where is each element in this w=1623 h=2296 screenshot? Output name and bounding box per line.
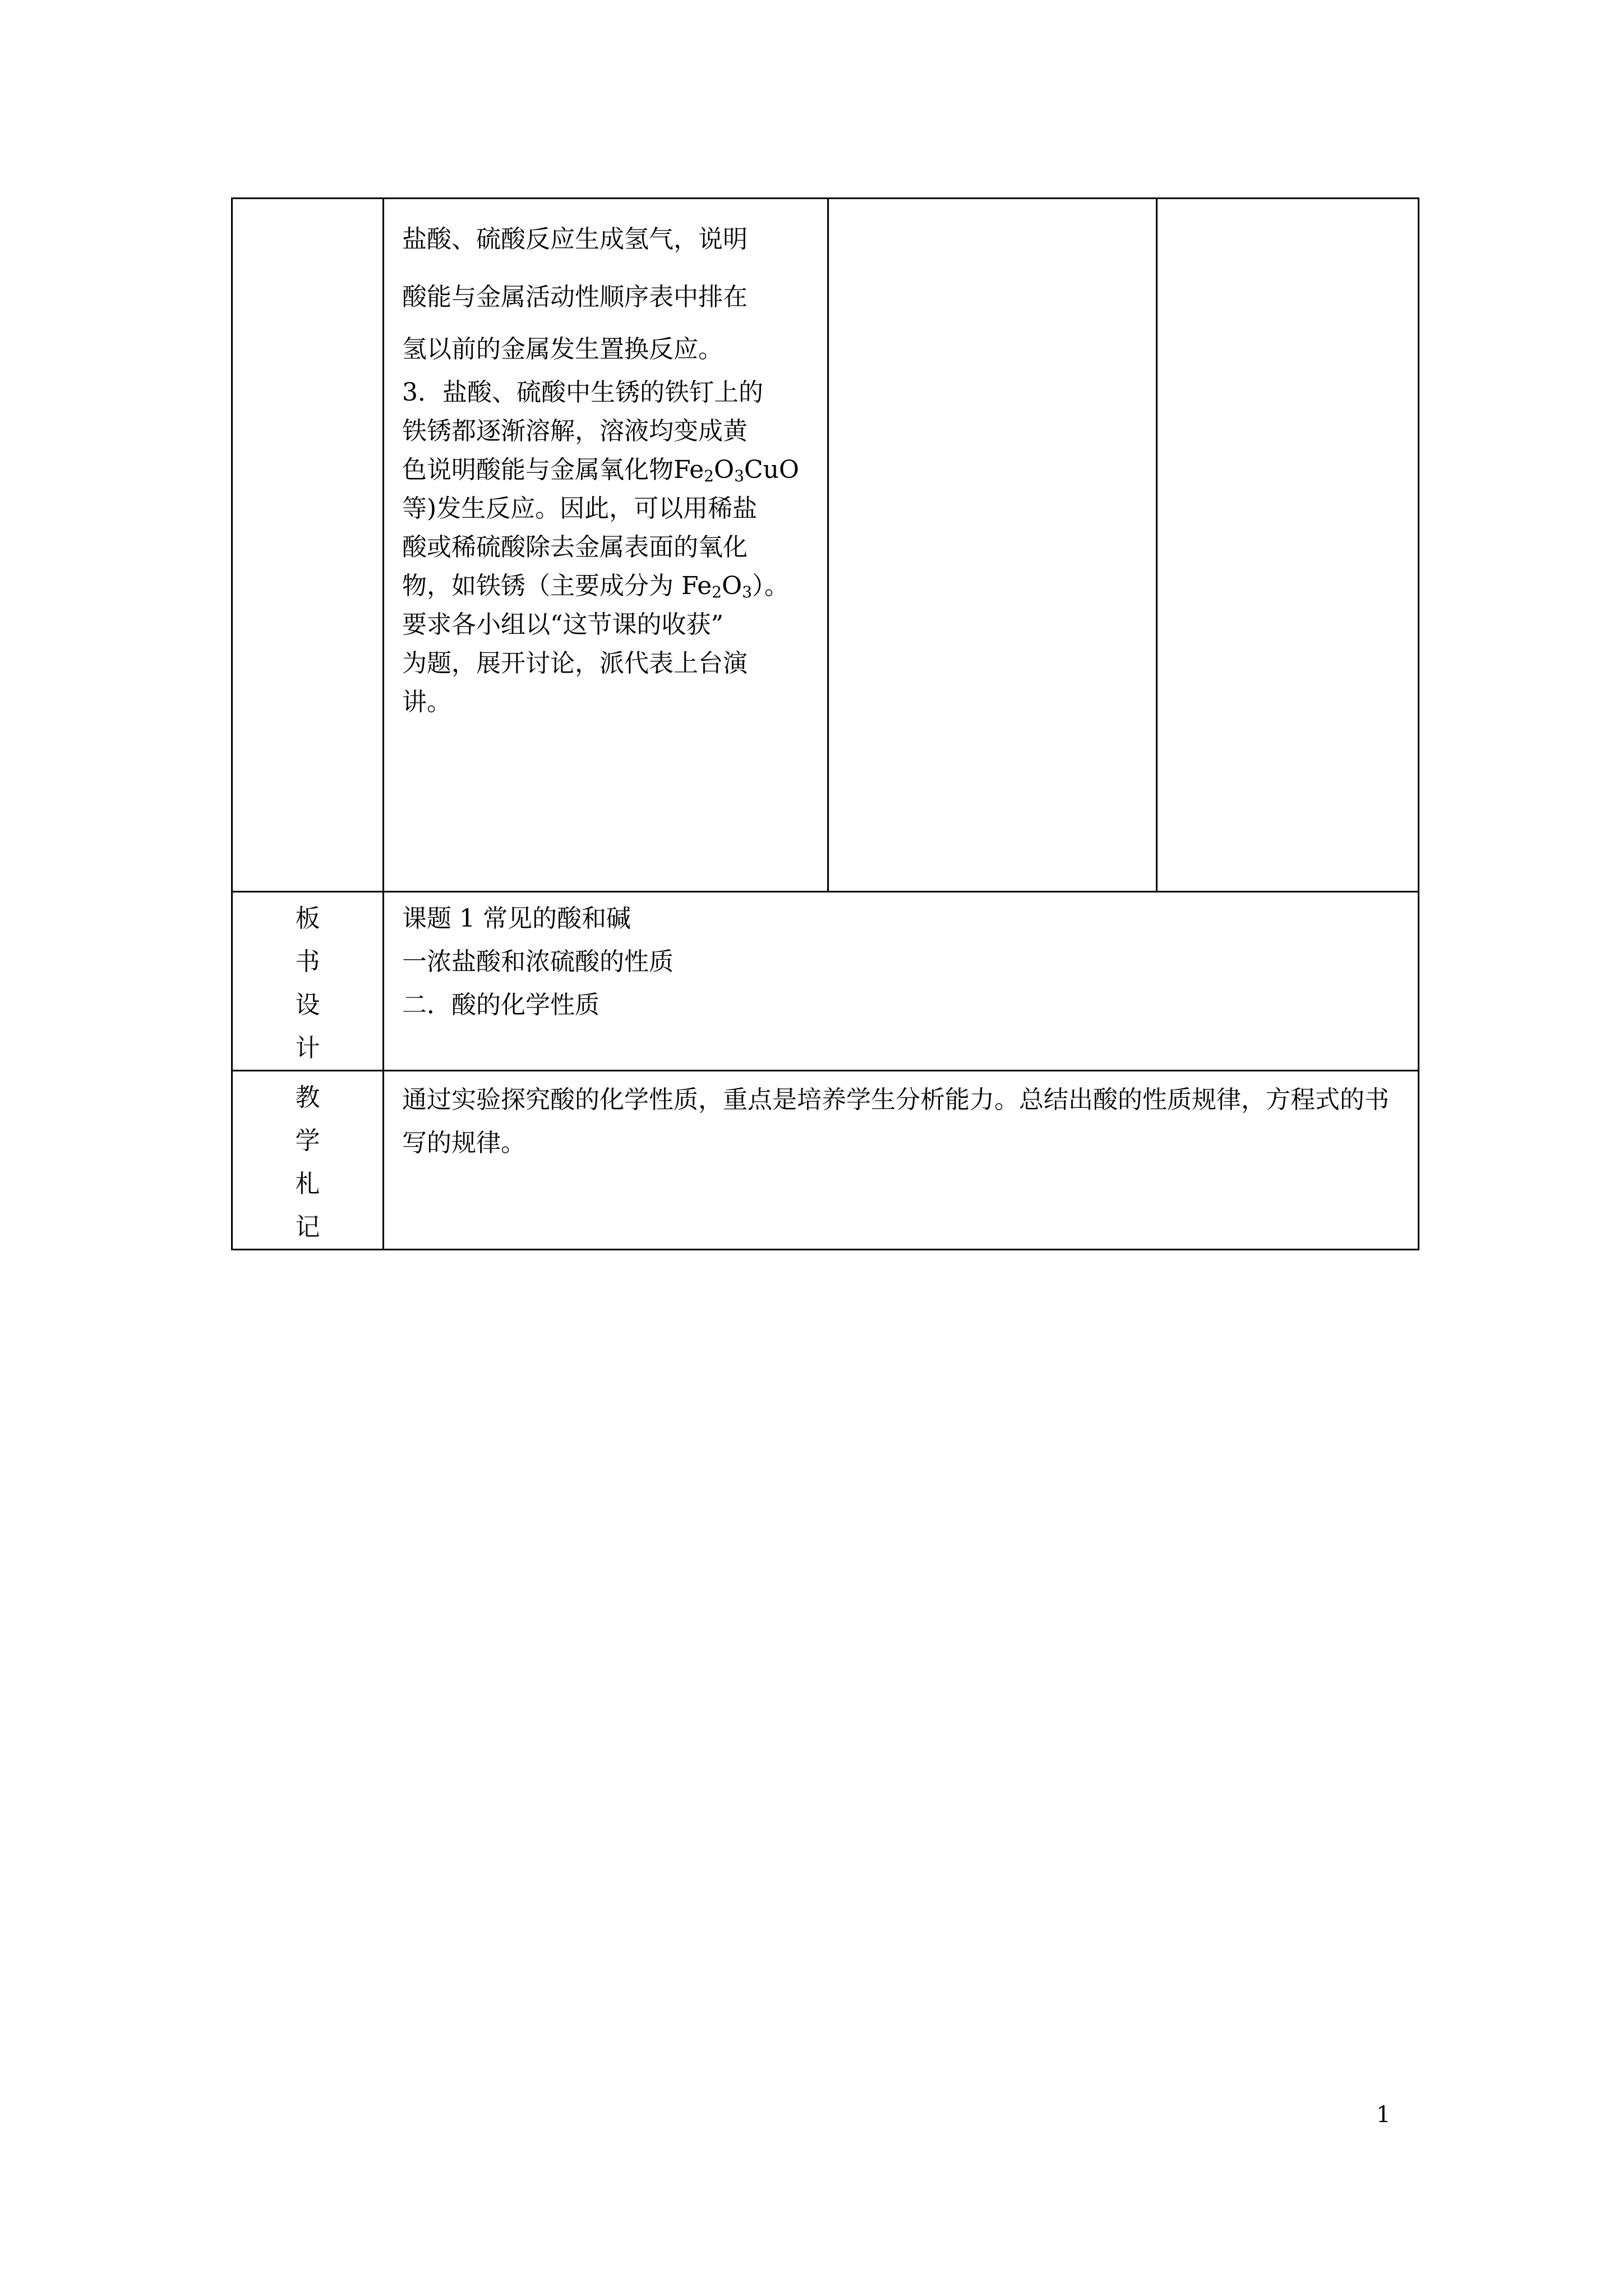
line-text: 色说明酸能与金属氧化物 — [402, 455, 674, 484]
page-number: 1 — [1376, 2102, 1391, 2128]
teaching-process-row — [232, 199, 1419, 892]
content-line: 要求各小组以“这节课的收获” — [402, 610, 723, 639]
content-line: 盐酸、硫酸反应生成氢气，说明 — [402, 225, 748, 254]
teaching-notes-label-cell — [232, 1071, 384, 1250]
design-intent-cell — [1157, 199, 1419, 892]
process-label-cell — [232, 199, 384, 892]
board-line: 一浓盐酸和浓硫酸的性质 — [402, 947, 674, 976]
teaching-notes-label — [233, 1071, 382, 1249]
content-line — [402, 567, 815, 605]
board-line: 二．酸的化学性质 — [402, 991, 600, 1019]
process-content-text — [384, 199, 827, 721]
line-text: 物，如铁锈（主要成分为 Fe — [402, 572, 712, 600]
content-line: 为题，展开讨论，派代表上台演 — [402, 649, 748, 678]
label-char: 教 — [295, 1083, 320, 1112]
teaching-notes-text: 通过实验探究酸的化学性质，重点是培养学生分析能力。总结出酸的性质规律，方程式的书写的规律。 — [402, 1085, 1389, 1157]
process-paragraph-tight — [402, 373, 815, 721]
line-text: ）。 — [751, 572, 789, 600]
formula-subscript: 3 — [742, 583, 752, 601]
process-content-cell — [384, 199, 828, 892]
formula-o: O — [714, 455, 735, 484]
label-char: 板 — [295, 904, 320, 933]
board-design-lines — [384, 892, 1418, 1027]
formula-fe: Fe — [674, 455, 704, 484]
label-char: 设 — [295, 991, 320, 1019]
process-paragraph-loose — [402, 210, 815, 373]
label-char: 计 — [295, 1034, 320, 1062]
formula-subscript: 2 — [704, 467, 714, 485]
label-char: 札 — [295, 1170, 320, 1198]
content-line: 氢以前的金属发生置换反应。 — [402, 335, 723, 364]
content-line: 等)发生反应。因此，可以用稀盐 — [402, 494, 758, 523]
board-design-label-cell — [232, 892, 384, 1071]
formula-o: O — [721, 572, 743, 600]
content-line: 酸能与金属活动性顺序表中排在 — [402, 283, 748, 311]
teaching-notes-row — [232, 1071, 1419, 1250]
content-line: 讲。 — [402, 688, 451, 716]
formula-subscript: 3 — [734, 467, 744, 485]
board-line: 课题 1 常见的酸和碱 — [402, 904, 631, 933]
label-char: 学 — [295, 1126, 320, 1155]
teaching-notes-content-cell — [384, 1071, 1419, 1250]
content-line — [402, 450, 815, 489]
board-design-row — [232, 892, 1419, 1071]
formula-cuo: CuO — [744, 455, 799, 484]
formula-subscript: 2 — [712, 583, 722, 601]
lesson-plan-table — [231, 197, 1419, 1250]
content-line: 铁锈都逐渐溶解，溶液均变成黄 — [402, 417, 748, 445]
label-char: 书 — [295, 947, 320, 976]
content-line: 酸或稀硫酸除去金属表面的氧化 — [402, 533, 748, 562]
teacher-activity-cell — [828, 199, 1157, 892]
content-line: 3．盐酸、硫酸中生锈的铁钉上的 — [402, 378, 763, 407]
board-design-label — [233, 892, 382, 1070]
board-design-content-cell — [384, 892, 1419, 1071]
label-char: 记 — [295, 1213, 320, 1241]
